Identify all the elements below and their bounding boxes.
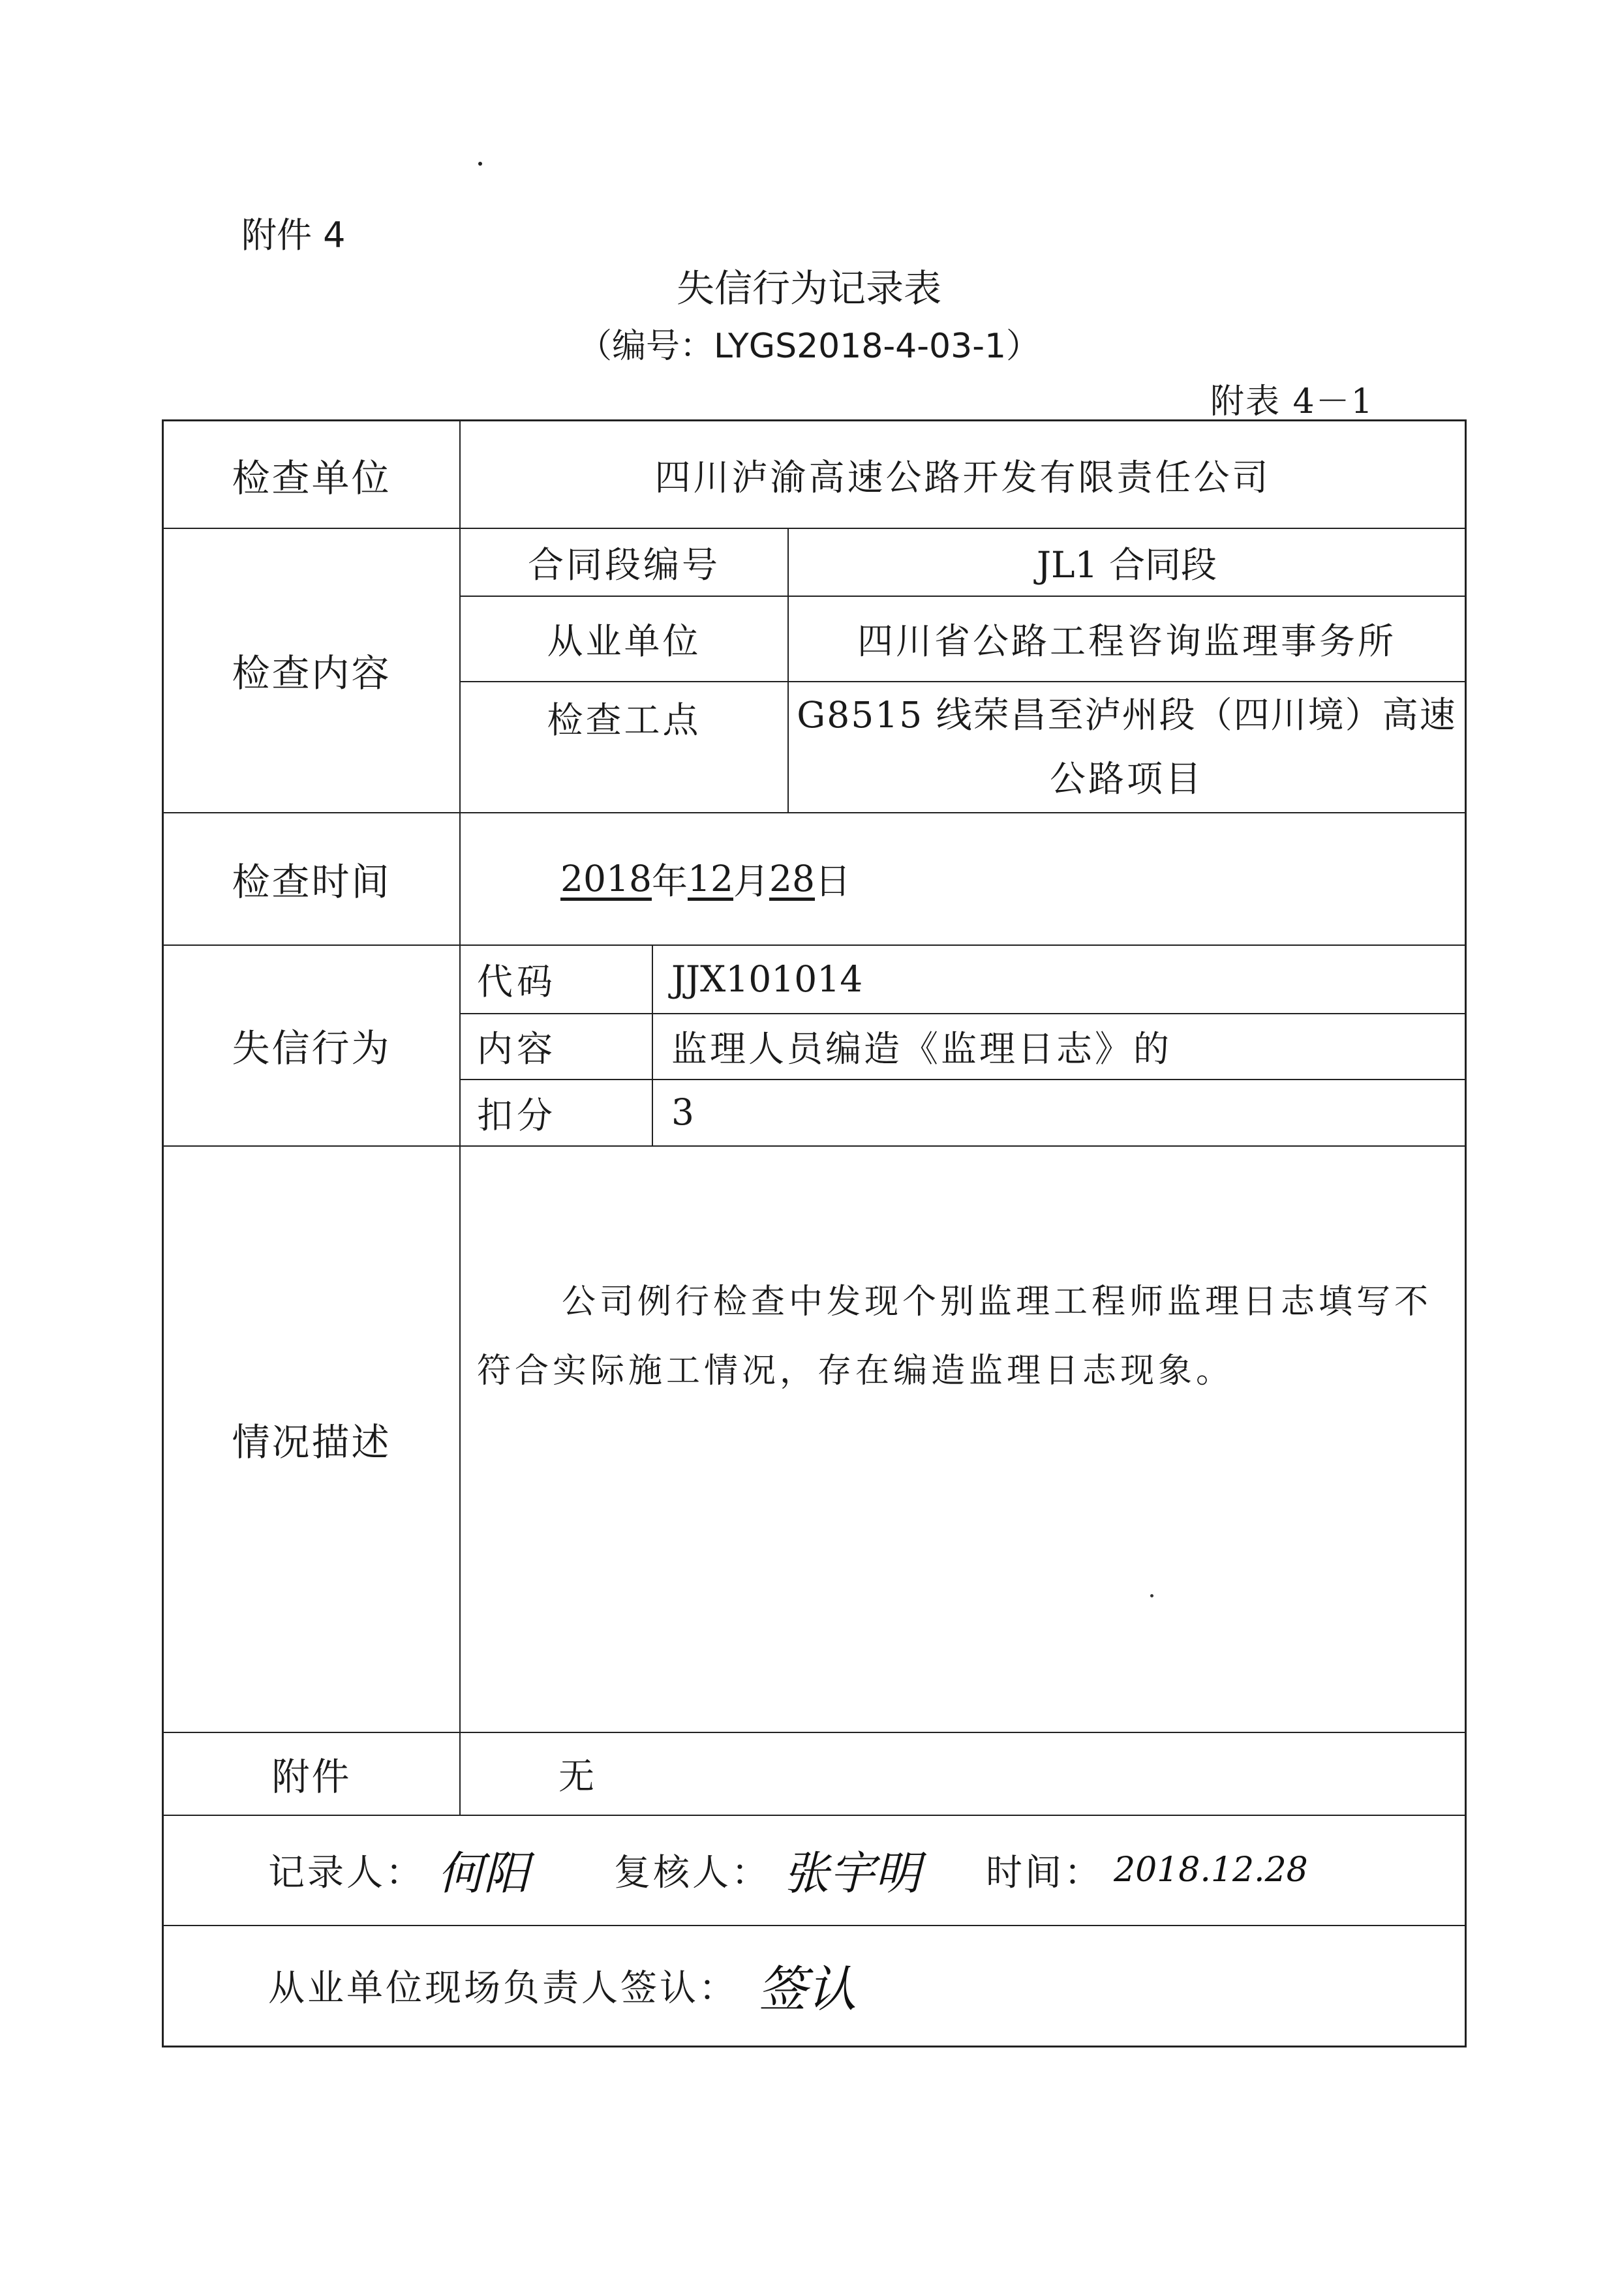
deduction-value: 3 <box>671 1091 694 1133</box>
confirm-label: 从业单位现场负责人签认： <box>268 1967 738 2010</box>
inspecting-unit-label: 检查单位 <box>232 455 391 500</box>
inspection-site-label: 检查工点 <box>547 699 701 741</box>
date-month: 12 <box>688 857 733 899</box>
confirm-signature: 签认 <box>757 1960 857 2018</box>
sub-table-label: 附表 4－1 <box>1210 382 1374 421</box>
confirm-row <box>268 1925 1456 2046</box>
date-day-unit: 日 <box>815 860 851 902</box>
dishonest-behavior-label: 失信行为 <box>232 1026 391 1070</box>
deduction-label: 扣分 <box>477 1094 557 1136</box>
practice-unit-value: 四川省公路工程咨询监理事务所 <box>857 620 1396 662</box>
time-value: 2018.12.28 <box>1114 1850 1308 1890</box>
reviewer-signature: 张宇明 <box>784 1847 921 1900</box>
inspection-site-value <box>789 681 1465 812</box>
recorder-row <box>268 1815 1456 1925</box>
description-line1: 公司例行检查中发现个别监理工程师监理日志填写不 <box>562 1282 1433 1322</box>
contract-no-label: 合同段编号 <box>527 543 720 586</box>
time-label: 时间： <box>986 1851 1103 1894</box>
date-day: 28 <box>769 857 816 899</box>
date-year-unit: 年 <box>651 860 688 902</box>
behavior-content-value: 监理人员编造《监理日志》的 <box>671 1028 1172 1070</box>
code-value: JJX101014 <box>671 958 863 1000</box>
attachment-label: 附件 4 <box>241 215 346 256</box>
code-label: 代码 <box>477 961 557 1003</box>
recorder-label: 记录人： <box>268 1851 425 1894</box>
description-line2: 符合实际施工情况，存在编造监理日志现象。 <box>477 1352 1234 1391</box>
document-number-code: LYGS2018-4-03-1 <box>713 327 1007 366</box>
document-number-suffix: ） <box>1006 327 1041 366</box>
scan-speck <box>478 162 482 166</box>
description-text <box>477 1267 1462 1406</box>
page-title: 失信行为记录表 <box>676 266 941 310</box>
inspection-site-line1: G8515 线荣昌至泸州段（四川境）高速 <box>797 693 1457 736</box>
date-month-unit: 月 <box>733 860 770 902</box>
reviewer-label: 复核人： <box>614 1851 771 1894</box>
attachment-row-label: 附件 <box>271 1754 352 1799</box>
contract-no-value: JL1 合同段 <box>1036 543 1217 586</box>
inspection-site-line2: 公路项目 <box>1049 757 1204 800</box>
document-number <box>0 318 1618 367</box>
date-year: 2018 <box>560 857 652 899</box>
column-divider <box>652 944 653 1145</box>
inspecting-unit-value: 四川泸渝高速公路开发有限责任公司 <box>654 457 1271 498</box>
document-number-prefix: （编号： <box>577 327 714 366</box>
record-table <box>162 419 1467 2047</box>
inspection-time-label: 检查时间 <box>232 859 391 904</box>
description-label: 情况描述 <box>232 1419 391 1464</box>
attachment-row-value: 无 <box>558 1755 595 1797</box>
inspection-content-label: 检查内容 <box>232 651 391 695</box>
recorder-signature: 何阳 <box>438 1847 529 1900</box>
inspection-date <box>560 812 1213 944</box>
practice-unit-label: 从业单位 <box>547 620 701 662</box>
behavior-content-label: 内容 <box>477 1028 557 1070</box>
